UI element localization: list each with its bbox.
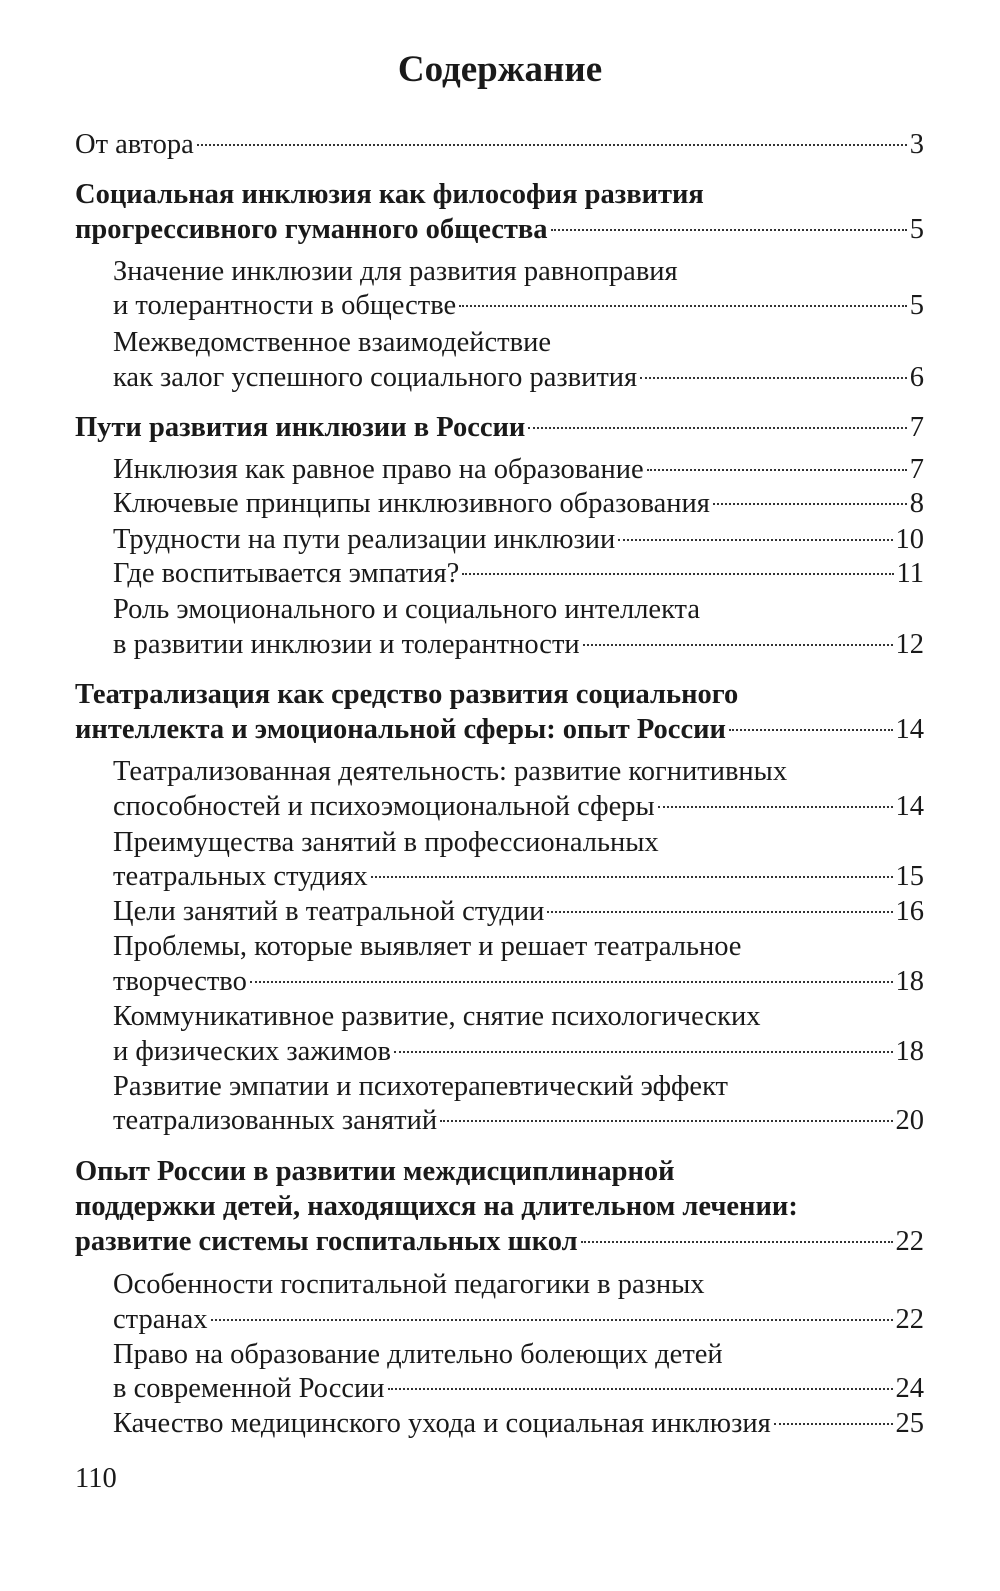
toc-entry-text: и толерантности в обществе	[113, 290, 457, 321]
toc-entry-text: Где воспитывается эмпатия?	[113, 558, 460, 589]
toc-section-text: Социальная инклюзия как философия развития	[75, 179, 704, 210]
toc-entry-text: Развитие эмпатии и психотерапевтический эффект	[113, 1071, 728, 1102]
toc-entry-text: театральных студиях	[113, 861, 368, 892]
toc-page-number: 11	[896, 558, 924, 589]
toc-section-text: поддержки детей, находящихся на длительном лечении:	[75, 1191, 798, 1222]
toc-page-number: 22	[895, 1304, 924, 1335]
toc-entry-line	[113, 453, 924, 487]
dot-leader	[658, 806, 893, 808]
dot-leader	[211, 1319, 893, 1321]
toc-entry-line	[113, 1070, 924, 1104]
toc-section-line	[75, 1155, 924, 1189]
toc-entry-text: как залог успешного социального развития	[113, 362, 638, 393]
dot-leader	[547, 911, 892, 913]
toc-page-number: 18	[895, 1036, 924, 1067]
toc-entry-text: Проблемы, которые выявляет и решает театральное	[113, 931, 742, 962]
toc-entry-line	[113, 895, 924, 929]
toc-entry-text: Качество медицинского ухода и социальная инклюзия	[113, 1408, 771, 1439]
toc-entry-line	[113, 523, 924, 557]
toc-entry-text: Межведомственное взаимодействие	[113, 327, 551, 358]
page-title: Содержание	[397, 49, 603, 90]
dot-leader	[459, 305, 907, 307]
dot-leader	[647, 469, 907, 471]
toc-entry-line	[113, 289, 924, 323]
toc-entry-text: Значение инклюзии для развития равноправия	[113, 256, 678, 287]
toc-entry-line	[113, 1035, 924, 1069]
toc-entry-line	[113, 487, 924, 521]
toc-entry-text: способностей и психоэмоциональной сферы	[113, 791, 655, 822]
toc-entry-text: Инклюзия как равное право на образование	[113, 454, 644, 485]
toc-entry-text: Ключевые принципы инклюзивного образования	[113, 488, 710, 519]
toc-entry-text: Преимущества занятий в профессиональных	[113, 827, 659, 858]
toc-entry-line	[113, 628, 924, 662]
toc-section-line	[75, 1190, 924, 1224]
toc-entry-text: Коммуникативное развитие, снятие психологических	[113, 1001, 761, 1032]
toc-section-line	[75, 1225, 924, 1259]
dot-leader	[581, 1241, 893, 1243]
toc-section-text: Опыт России в развитии междисциплинарной	[75, 1156, 675, 1187]
toc-entry-line	[113, 1000, 924, 1034]
toc-section-line	[75, 678, 924, 712]
toc-entry-line	[113, 755, 924, 789]
toc-page-number: 25	[895, 1408, 924, 1439]
toc-page-number: 12	[895, 629, 924, 660]
toc-entry-line	[113, 1372, 924, 1406]
toc-entry-text: Театрализованная деятельность: развитие когнитивных	[113, 756, 788, 787]
toc-page-number: 10	[895, 524, 924, 555]
toc-page-number: 24	[895, 1373, 924, 1404]
dot-leader	[713, 503, 907, 505]
toc-entry-text: Цели занятий в театральной студии	[113, 896, 545, 927]
dot-leader	[462, 573, 893, 575]
toc-entry-text: Роль эмоционального и социального интеллекта	[113, 594, 700, 625]
toc-entry-text: Трудности на пути реализации инклюзии	[113, 524, 616, 555]
dot-leader	[440, 1120, 892, 1122]
toc-section-line	[75, 713, 924, 747]
toc-entry-line	[113, 930, 924, 964]
dot-leader	[583, 644, 893, 646]
toc-section-line	[75, 213, 924, 247]
toc-entry-line	[113, 1303, 924, 1337]
toc-entry-line	[113, 1338, 924, 1372]
dot-leader	[394, 1051, 892, 1053]
dot-leader	[618, 539, 892, 541]
toc-entry-line	[113, 1407, 924, 1441]
toc-page-number: 14	[895, 714, 924, 745]
toc-section-text: Пути развития инклюзии в России	[75, 412, 526, 443]
toc-entry-line	[113, 361, 924, 395]
toc-entry-line	[113, 1268, 924, 1302]
toc-entry-line	[113, 557, 924, 591]
toc-entry-line	[113, 860, 924, 894]
toc-page-number: 3	[909, 129, 924, 160]
toc-entry-line	[113, 1104, 924, 1138]
dot-leader	[551, 229, 907, 231]
toc-entry-text: в современной России	[113, 1373, 385, 1404]
toc-entry-line	[113, 593, 924, 627]
toc-page-number: 14	[895, 791, 924, 822]
toc-page-number: 15	[895, 861, 924, 892]
toc-section-text: развитие системы госпитальных школ	[75, 1226, 578, 1257]
toc-entry-line	[113, 326, 924, 360]
toc-page-number: 8	[909, 488, 924, 519]
toc-section-line	[75, 411, 924, 445]
toc-section-text: интеллекта и эмоциональной сферы: опыт России	[75, 714, 726, 745]
dot-leader	[528, 427, 906, 429]
toc-page-number: 7	[909, 412, 924, 443]
dot-leader	[197, 144, 907, 146]
dot-leader	[729, 729, 893, 731]
dot-leader	[640, 377, 907, 379]
dot-leader	[371, 876, 893, 878]
toc-entry-text: странах	[113, 1304, 208, 1335]
page-number: 110	[75, 1463, 117, 1494]
dot-leader	[250, 981, 893, 983]
dot-leader	[774, 1423, 893, 1425]
toc-entry-text: в развитии инклюзии и толерантности	[113, 629, 580, 660]
toc-entry-text: творчество	[113, 966, 247, 997]
toc-entry-line	[113, 826, 924, 860]
toc-page-number: 6	[909, 362, 924, 393]
toc-page-number: 5	[909, 214, 924, 245]
toc-entry-line	[113, 790, 924, 824]
dot-leader	[388, 1388, 893, 1390]
toc-page-number: 18	[895, 966, 924, 997]
toc-entry-line	[113, 255, 924, 289]
toc-entry-line	[113, 965, 924, 999]
toc-page-number: 7	[909, 454, 924, 485]
toc-section-line	[75, 178, 924, 212]
toc-entry-text: и физических зажимов	[113, 1036, 392, 1067]
toc-page-number: 16	[895, 896, 924, 927]
toc-entry-text: Право на образование длительно болеющих детей	[113, 1339, 723, 1370]
toc-entry-text: От автора	[75, 129, 194, 160]
toc-page-number: 20	[895, 1105, 924, 1136]
toc-entry-text: Особенности госпитальной педагогики в разных	[113, 1269, 705, 1300]
toc-entry-text: театрализованных занятий	[113, 1105, 438, 1136]
toc-entry-line	[75, 128, 924, 162]
toc-section-text: Театрализация как средство развития социального	[75, 679, 739, 710]
toc-page-number: 5	[909, 290, 924, 321]
toc-page-number: 22	[895, 1226, 924, 1257]
toc-section-text: прогрессивного гуманного общества	[75, 214, 548, 245]
